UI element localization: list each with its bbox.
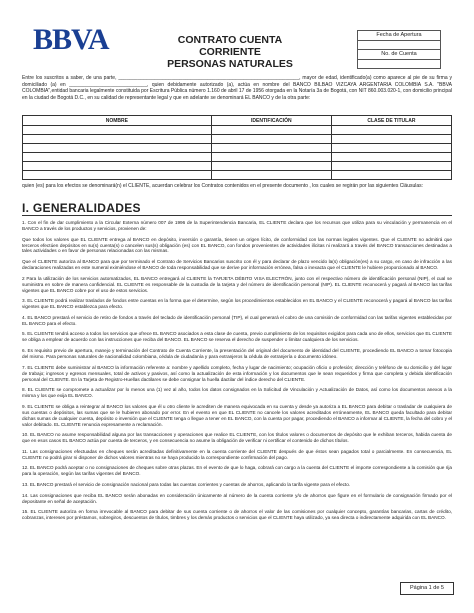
intro-paragraph: Entre los suscritos a saber, de una parte, _________________________________________________________________, mayor de edad, identificado(a) como aparece al pie de su firma y domiciliado (a) en ____________________________, quien debidamente autorizado (a), actúa en nombre del BANCO BILBAO VIZCAYA ARGENTARIA COLOMBIA S.A. "BBVA COLOMBIA",entidad bancaria legalmente constituida por Escritura Pública número 1.160 de abril 17 de 1956 otorgada en la Notaría 3a de Bogotá, con NIT 860.003.020-1, con domicilio principal en la ciudad de Bogotá D.C., en su calidad de representante legal y que en adelante se denominará EL BANCO y de la otra parte: [22,75,452,101]
table-cell[interactable] [211,144,331,153]
clause-paragraph: 9. EL CLIENTE se obliga a reintegrar al BANCO los valores que él u otro cliente le acrediten de manera equivocada en su cuenta y desde ya autoriza a EL BANCO para debitar o trasladar de cualquiera de sus cuentas o depósitos, las sumas que se le hubieren abonado por error. En el evento en que EL CLIENTE no cancele los valores acreditados erróneamente, EL BANCO queda facultado para debitar dichas sumas de cualquier cuenta, depósito o inversión que el CLIENTE tenga o llegue a tener en EL BANCO, con la cuenta por pagar, procediendo el BANCO a informar al CLIENTE, la fecha del cobro y el valor debitado. EL CLIENTE renuncia expresamente a reclamación. [22,403,452,427]
table-cell[interactable] [211,153,331,162]
clauses-list [22,220,452,526]
table-cell[interactable] [331,144,451,153]
fecha-apertura-field[interactable] [357,41,441,50]
table-cell[interactable] [23,153,212,162]
table-cell[interactable] [331,153,451,162]
section-divider [22,215,452,216]
table-row [23,126,452,135]
clause-paragraph: 8. EL CLIENTE se compromete a actualizar por lo menos una (1) vez al año, todos los datos consignados en la Solicitud de Vinculación y Actualización de Datos, así como los documentos anexos a la misma y los que exija EL BANCO. [22,387,452,399]
document-title [150,34,310,70]
page-number: Página 1 de 5 [400,582,454,595]
header-boxes [357,30,441,69]
table-row [23,135,452,144]
table-cell[interactable] [23,144,212,153]
parties-table [22,115,452,180]
column-header-clase-titular: CLASE DE TITULAR [331,116,451,126]
section-title: I. GENERALIDADES [22,201,141,215]
clause-paragraph: Que el CLIENTE autoriza al BANCO para que por terminado el Contrato de Servicios Bancarios suscrito con él y para declarar de plazo vencido la(s) obligación(es) a su cargo, en caso de infracción a las declaraciones realizadas en este numeral eximiéndose el BANCO de toda responsabilidad que se derive por información errónea, falsa o inexacta que el CLIENTE le hubiere proporcionado al BANCO. [22,259,452,271]
clause-paragraph: 12. EL BANCO podrá aceptar o no consignaciones de cheques sobre otras plazas. En el evento de que lo haga, cobrará con cargo a la cuenta del CLIENTE el importe correspondiente a la comisión que rija para la operación, según las tarifas vigentes del BANCO. [22,465,452,477]
numero-cuenta-label: No. de Cuenta [357,50,441,60]
clause-paragraph: 11. Las consignaciones efectuadas en cheques serán acreditadas definitivamente en la cuenta corriente del CLIENTE después de que éstos sean pagados total o parcialmente. En consecuencia, EL CLIENTE no podrá girar ni disponer de dichos valores mientras no se haya producido la correspondiente confirmación del pago. [22,448,452,460]
table-cell[interactable] [331,135,451,144]
bbva-logo: BBVA [33,23,109,56]
title-line-1: CONTRATO CUENTA CORRIENTE [177,34,283,58]
after-table-paragraph: quien (es) para los efectos se denominará(n) el CLIENTE, acuerdan celebrar los Contratos contenidos en el presente documento , los cuales se regirán por las siguientes Cláusulas: [22,183,424,189]
table-cell[interactable] [211,162,331,171]
table-cell[interactable] [331,171,451,180]
table-cell[interactable] [211,171,331,180]
table-cell[interactable] [331,162,451,171]
table-cell[interactable] [331,126,451,135]
table-cell[interactable] [211,126,331,135]
clause-paragraph: 10. EL BANCO no asume responsabilidad alguna por las transacciones y operaciones que realice EL CLIENTE, con los títulos valores o documentos de depósito que le exhiban terceros, habida cuenta de que en esos casos EL BANCO actúa por cuenta de terceros, y en consecuencia no asume la obligación de verificar ni certificar el contenido de dichos títulos. [22,432,452,444]
clause-paragraph: 13. EL BANCO prestará el servicio de consignación nacional para todas las cuentas corrientes y cuentas de ahorros, aplicando la tarifa vigente para el efecto. [22,482,351,488]
column-header-nombre: NOMBRE [23,116,212,126]
clause-paragraph: 1. Con el fin de dar cumplimiento a la Circular Externa número 007 de 1996 de la Superintendencia Bancaria, EL CLIENTE declara que los recursos que utiliza para su vinculación y permanencia en el BANCO a través de los productos y servicios, provienen de: [22,220,452,231]
numero-cuenta-field[interactable] [357,60,441,69]
table-row [23,162,452,171]
clause-paragraph: 14. Las consignaciones que reciba EL BANCO serán abonadas en consideración únicamente al número de la cuenta corriente y/o de ahorros que figure en el formulario de consignación firmado por el depositante en señal de aceptación. [22,492,452,504]
table-row [23,153,452,162]
table-row [23,171,452,180]
table-header-row [23,116,452,126]
clause-paragraph: 2 Para la utilización de los servicios automatizados, EL BANCO entregará al CLIENTE la TARJETA DÉBITO VISA ELECTRÓN, junto con el respectivo número de identificación personal (NIP), el cual se suministra en sobre de manera confidencial. EL CLIENTE es responsable de la custodia de la tarjeta y del número de identificación personal (NIP). EL CLIENTE reconocerá y pagará al BANCO las tarifas vigentes que EL BANCO cobre por el uso de estos servicios. [22,275,452,293]
clause-paragraph: 3. EL CLIENTE podrá realizar traslados de fondos entre cuentas en la forma que el determine, según los procedimientos establecidos en EL BANCO y el CLIENTE reconocerá y pagará al BANCO las tarifas vigentes que EL BANCO establezca para efecto. [22,298,452,310]
table-cell[interactable] [23,162,212,171]
clause-paragraph: 6. Es requisito previo de apertura, manejo y terminación del Contrato de Cuenta Corriente, la presentación del original del documento de identidad del CLIENTE, procediendo EL BANCO a tomar fotocopia del mismo. Para personas naturales de nacionalidad colombiana, cédula de ciudadanía y para extranjeros la cédula de extranjería o documento idóneo. [22,348,452,359]
clause-paragraph: 5. EL CLIENTE tendrá acceso a todos los servicios que ofrece EL BANCO asociados a esta clase de cuenta, previo cumplimiento de los requisitos exigidos para cada uno de ellos, servicios que EL CLIENTE se obliga a emplear de acuerdo con las instrucciones que reciba del BANCO. EL BANCO se reserva el derecho de suspender o limitar cualquiera de los servicios. [22,331,452,343]
table-row [23,144,452,153]
clause-paragraph: 4. EL BANCO prestará el servicio de retiro de fondos a través del teclado de identificación personal (TIP), el cual generará el cobro de una comisión de conformidad con las tarifas vigentes establecidas por EL BANCO para el efecto. [22,314,452,326]
table-cell[interactable] [23,126,212,135]
table-cell[interactable] [23,135,212,144]
table-cell[interactable] [23,171,212,180]
table-cell[interactable] [211,135,331,144]
title-line-2: PERSONAS NATURALES [167,58,293,70]
clause-paragraph: 15. EL CLIENTE autoriza en forma irrevocable al BANCO para debitar de sus cuenta corriente o de ahorros el valor de las comisiones por cualquier concepto, garantías bancarias, cartas de crédito, cobranzas, intereses por préstamos, sobregiros, descuentos de títulos, timbres y los demás productos o servicios que el CLIENTE haya utilizado, ya sea directa o indirectamente adquirida con EL BANCO. [22,509,452,521]
column-header-identificacion: IDENTIFICACIÓN [211,116,331,126]
clause-paragraph: Que todos los valores que EL CLIENTE entrega al BANCO en depósito, inversión o garantía, tienen un origen lícito, de conformidad con las normas legales vigentes. Que el CLIENTE no admitirá que terceros efectúen depósitos en su(s) cuenta(s) o cancelen sus(s) obligación (es) con EL BANCO, con fondos provenientes de actividades ilícitas ni realizará a través del BANCO transacciones destinadas a tales actividades o en favor de personas relacionadas con las mismas. [22,236,452,254]
fecha-apertura-label: Fecha de Apertura [357,30,441,41]
clause-paragraph: 7. EL CLIENTE debe suministrar al BANCO la información referente a: nombre y apellido completo, fecha y lugar de nacimiento; ocupación oficio o profesión; dirección y teléfono de su domicilio y del lugar de trabajo; ingresos y egresos mensuales, total de activos y pasivos, así como la actualización de esta información y los documentos que le sean requeridos y firma que completa y debida identificación personal del CLIENTE. En la Tarjeta de Registro-Huellas dactilares se debe consignar la huella dactilar del índice derecho del CLIENTE. [22,364,452,382]
